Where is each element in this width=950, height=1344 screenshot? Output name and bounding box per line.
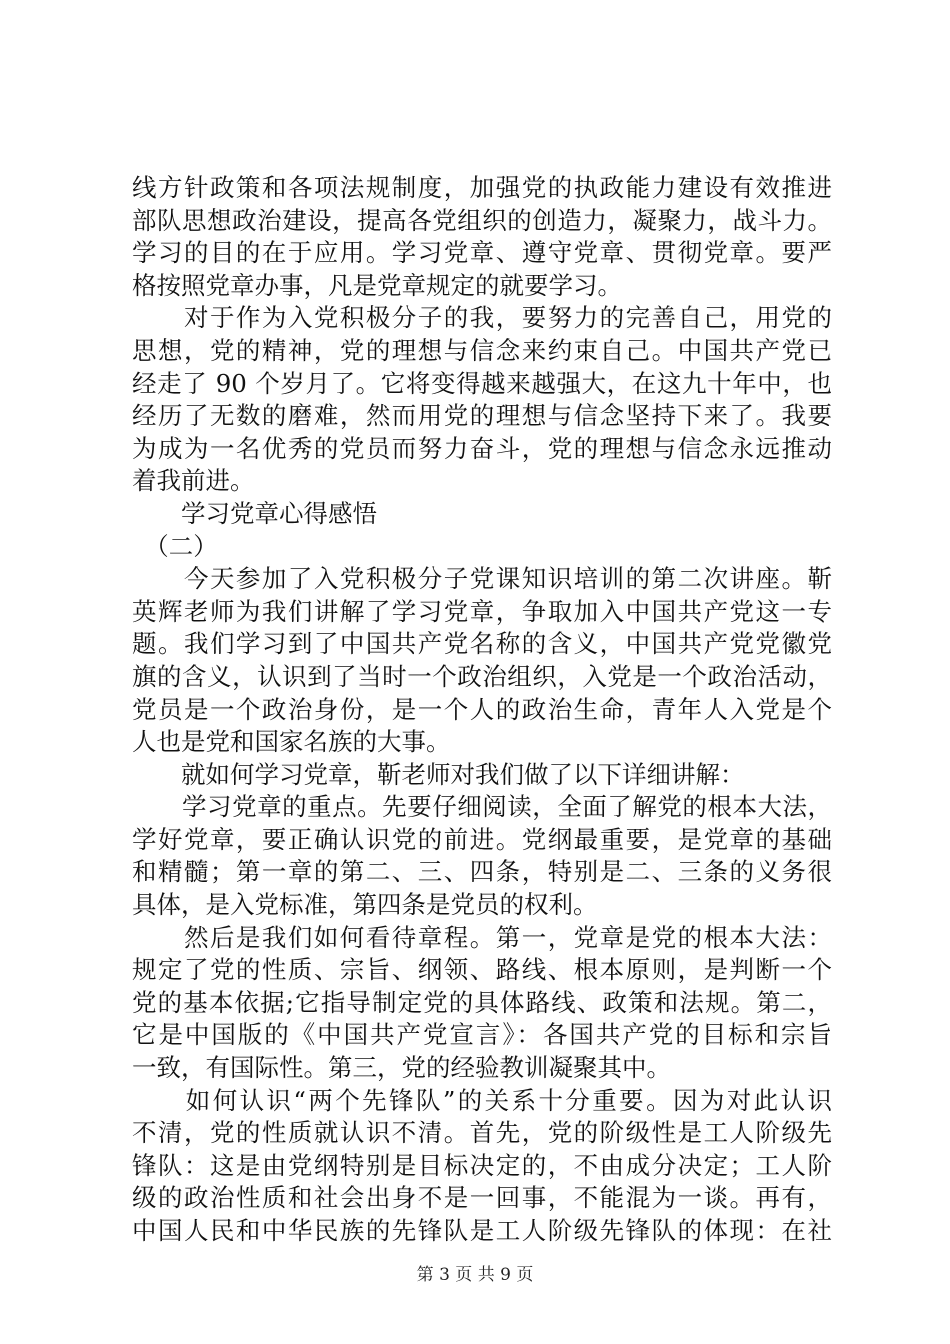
paragraph bbox=[132, 302, 832, 498]
text-line: 和精髓；第一章的第二、三、四条，特别是二、三条的义务很 bbox=[132, 857, 832, 887]
page-number-footer: 第 3 页 共 9 页 bbox=[416, 1265, 534, 1285]
text-line: 人也是党和国家名族的大事。 bbox=[132, 727, 451, 757]
text-line: 然后是我们如何看待章程。第一，党章是党的根本大法： bbox=[132, 922, 832, 952]
text-line: 旗的含义，认识到了当时一个政治组织，入党是一个政治活动， bbox=[132, 661, 832, 691]
text-line: 经历了无数的磨难，然而用党的理想与信念坚持下来了。我要 bbox=[132, 401, 832, 431]
text-line: 党的基本依据;它指导制定党的具体路线、政策和法规。第二， bbox=[132, 987, 832, 1017]
paragraph bbox=[132, 563, 832, 759]
text-line: 经走了 90 个岁月了。它将变得越来越强大，在这九十年中，也 bbox=[132, 368, 832, 398]
text-line: 思想，党的精神，党的理想与信念来约束自己。中国共产党已 bbox=[132, 335, 832, 365]
text-line: 学好党章，要正确认识党的前进。党纲最重要，是党章的基础 bbox=[132, 824, 832, 854]
text-line: 今天参加了入党积极分子党课知识培训的第二次讲座。靳 bbox=[132, 564, 832, 594]
paragraph bbox=[132, 922, 832, 1085]
text-line: 锋队：这是由党纲特别是目标决定的，不由成分决定；工人阶 bbox=[132, 1150, 832, 1180]
document-body bbox=[132, 172, 832, 1248]
paragraph bbox=[132, 791, 832, 921]
text-line: 学习党章的重点。先要仔细阅读，全面了解党的根本大法， bbox=[132, 792, 832, 822]
text-line: 一致，有国际性。第三，党的经验教训凝聚其中。 bbox=[132, 1053, 671, 1083]
text-line: 级的政治性质和社会出身不是一回事，不能混为一谈。再有， bbox=[132, 1183, 832, 1213]
paragraph bbox=[132, 172, 832, 302]
text-line: 学习党章心得感悟 bbox=[132, 498, 377, 528]
text-line: 部队思想政治建设，提高各党组织的创造力，凝聚力，战斗力。 bbox=[132, 205, 832, 235]
text-line: 规定了党的性质、宗旨、纲领、路线、根本原则，是判断一个 bbox=[132, 955, 832, 985]
text-line: 为成为一名优秀的党员而努力奋斗，党的理想与信念永远推动 bbox=[132, 433, 832, 463]
text-line: 格按照党章办事，凡是党章规定的就要学习。 bbox=[132, 270, 622, 300]
text-line: 党员是一个政治身份，是一个人的政治生命，青年人入党是个 bbox=[132, 694, 832, 724]
text-line: 不清，党的性质就认识不清。首先，党的阶级性是工人阶级先 bbox=[132, 1118, 832, 1148]
text-line: 如何认识“两个先锋队”的关系十分重要。因为对此认识 bbox=[132, 1085, 832, 1115]
paragraph bbox=[132, 759, 832, 792]
text-line: 它是中国版的《中国共产党宣言》：各国共产党的目标和宗旨 bbox=[132, 1020, 832, 1050]
section-number bbox=[132, 531, 832, 564]
text-line: 英辉老师为我们讲解了学习党章，争取加入中国共产党这一专 bbox=[132, 596, 832, 626]
text-line: 着我前进。 bbox=[132, 466, 255, 496]
text-line: 线方针政策和各项法规制度，加强党的执政能力建设有效推进 bbox=[132, 173, 832, 202]
text-line: 题。我们学习到了中国共产党名称的含义，中国共产党党徽党 bbox=[132, 629, 832, 659]
text-line: 就如何学习党章，靳老师对我们做了以下详细讲解： bbox=[132, 759, 745, 789]
text-line: 对于作为入党积极分子的我，要努力的完善自己，用党的 bbox=[132, 303, 832, 333]
paragraph bbox=[132, 1085, 832, 1248]
text-line: 中国人民和中华民族的先锋队是工人阶级先锋队的体现：在社 bbox=[132, 1216, 832, 1245]
text-line: （二） bbox=[132, 531, 218, 561]
text-line: 学习的目的在于应用。学习党章、遵守党章、贯彻党章。要严 bbox=[132, 238, 832, 268]
text-line: 具体，是入党标准，第四条是党员的权利。 bbox=[132, 890, 598, 920]
section-heading bbox=[132, 498, 832, 531]
